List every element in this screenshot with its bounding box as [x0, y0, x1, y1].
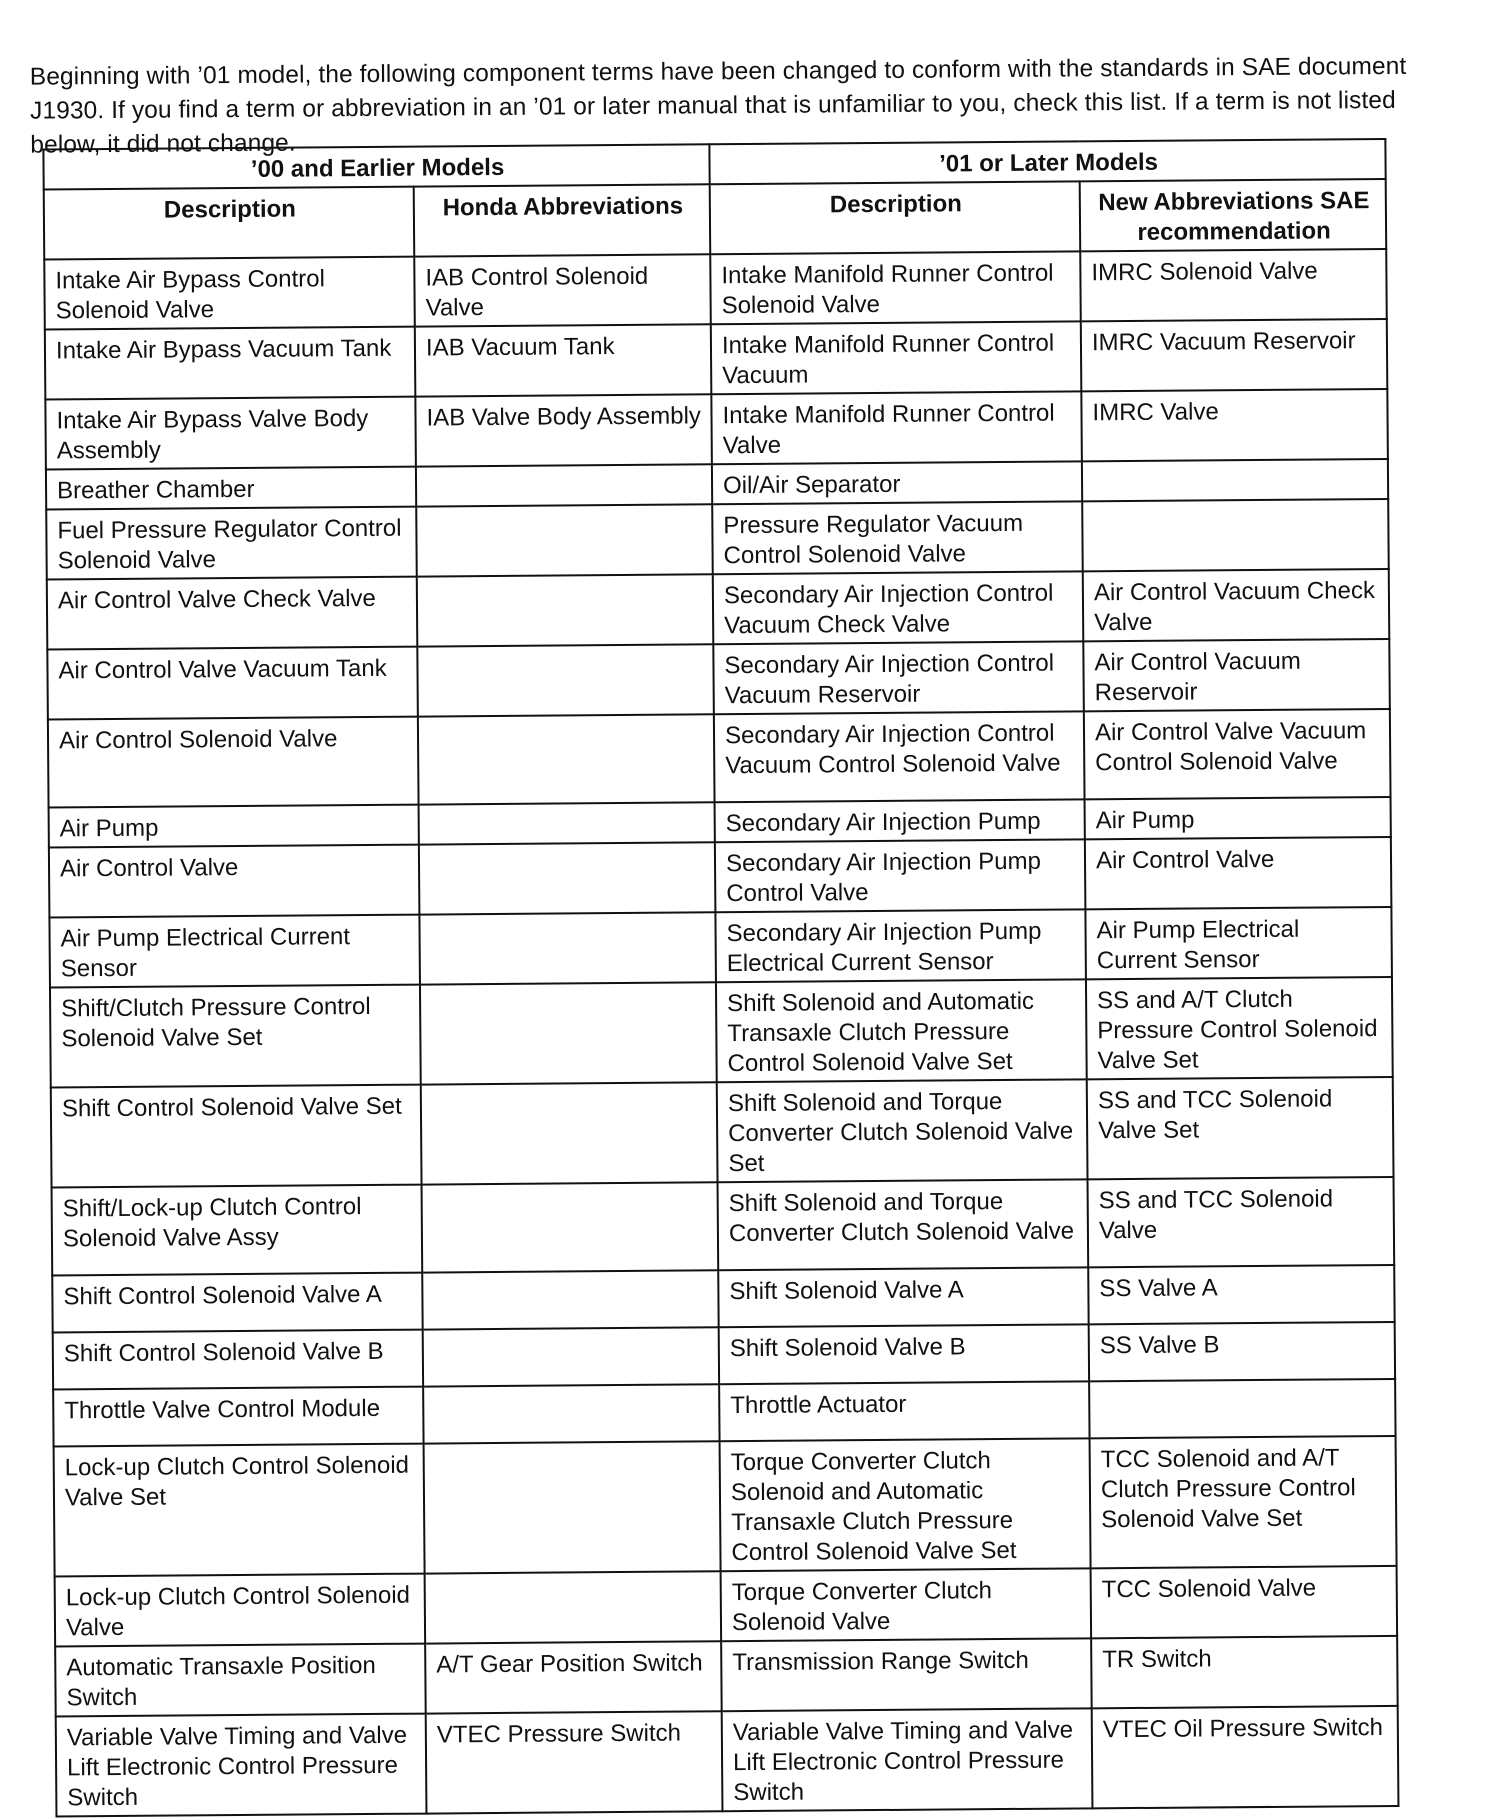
- table-row: [53, 1322, 1395, 1390]
- table-row: [50, 977, 1393, 1088]
- old-description-cell: Air Control Valve Vacuum Tank: [47, 647, 418, 720]
- new-abbreviation-cell: [1082, 499, 1389, 571]
- honda-abbreviation-cell: [424, 1441, 721, 1573]
- table-row: [49, 837, 1392, 918]
- honda-abbreviation-cell: [422, 1270, 718, 1329]
- new-description-cell: Secondary Air Injection Control Vacuum Reservoir: [713, 641, 1084, 714]
- new-description-cell: Secondary Air Injection Control Vacuum Check Valve: [713, 571, 1084, 644]
- honda-abbreviation-cell: [423, 1384, 719, 1443]
- honda-abbreviation-cell: IAB Vacuum Tank: [415, 324, 712, 396]
- intro-paragraph: Beginning with ’01 model, the following component terms have been changed to conform with the standards in SAE document J1930. If you find a term or abbreviation in an ’01 or later manual that is unfamiliar to you, check this list. If a term is not listed below, it did not change.: [29, 52, 1407, 159]
- table-row: [48, 709, 1391, 808]
- old-description-cell: Throttle Valve Control Module: [53, 1387, 423, 1447]
- honda-abbreviation-cell: [417, 574, 714, 646]
- new-description-cell: Throttle Actuator: [719, 1381, 1089, 1441]
- table-row: [53, 1379, 1395, 1447]
- table-row: [47, 569, 1390, 650]
- table-row: [45, 389, 1388, 470]
- new-description-cell: Pressure Regulator Vacuum Control Solenoid Valve: [712, 501, 1083, 574]
- new-abbreviation-cell: IMRC Valve: [1081, 389, 1388, 461]
- old-description-cell: Intake Air Bypass Control Solenoid Valve: [44, 257, 415, 330]
- honda-abbreviation-cell: [420, 982, 717, 1084]
- honda-abbreviation-cell: [419, 802, 715, 844]
- new-abbreviation-cell: SS Valve A: [1088, 1265, 1394, 1324]
- old-description-cell: Shift/Lock-up Clutch Control Solenoid Valve Assy: [52, 1185, 423, 1276]
- old-description-cell: Intake Air Bypass Vacuum Tank: [45, 327, 416, 400]
- old-description-cell: Shift Control Solenoid Valve B: [53, 1330, 423, 1390]
- old-description-cell: Automatic Transaxle Position Switch: [55, 1644, 426, 1717]
- honda-abbreviation-cell: [419, 912, 716, 984]
- old-description-cell: Shift Control Solenoid Valve Set: [51, 1085, 422, 1188]
- honda-abbreviation-cell: [425, 1571, 722, 1643]
- old-description-cell: Air Control Valve Check Valve: [47, 577, 418, 650]
- table-row: [52, 1265, 1394, 1333]
- new-description-cell: Secondary Air Injection Pump Electrical Current Sensor: [715, 909, 1086, 982]
- new-abbreviation-cell: VTEC Oil Pressure Switch: [1092, 1706, 1399, 1808]
- column-header-old-description: Description: [44, 187, 415, 260]
- group-header-later: ’01 or Later Models: [709, 139, 1385, 184]
- new-abbreviation-cell: Air Control Vacuum Reservoir: [1083, 639, 1390, 711]
- column-header-new-description: Description: [710, 181, 1081, 254]
- new-abbreviation-cell: IMRC Solenoid Valve: [1080, 249, 1387, 321]
- new-abbreviation-cell: Air Control Valve: [1085, 837, 1392, 909]
- table-row: [45, 319, 1388, 400]
- old-description-cell: Shift Control Solenoid Valve A: [52, 1273, 422, 1333]
- new-description-cell: Intake Manifold Runner Control Solenoid Valve: [710, 251, 1081, 324]
- column-header-new-abbreviations: New Abbreviations SAE recommendation: [1080, 179, 1387, 251]
- old-description-cell: Shift/Clutch Pressure Control Solenoid Valve Set: [50, 985, 421, 1088]
- new-abbreviation-cell: Air Pump Electrical Current Sensor: [1085, 907, 1392, 979]
- terminology-table: [42, 138, 1399, 1818]
- new-description-cell: Shift Solenoid Valve B: [719, 1324, 1089, 1384]
- table-row: [49, 907, 1392, 988]
- new-description-cell: Variable Valve Timing and Valve Lift Electronic Control Pressure Switch: [722, 1708, 1093, 1811]
- honda-abbreviation-cell: [419, 842, 716, 914]
- new-abbreviation-cell: TCC Solenoid and A/T Clutch Pressure Control Solenoid Valve Set: [1090, 1436, 1397, 1568]
- new-abbreviation-cell: SS and TCC Solenoid Valve Set: [1087, 1077, 1394, 1179]
- new-description-cell: Transmission Range Switch: [721, 1638, 1092, 1711]
- honda-abbreviation-cell: [416, 464, 712, 506]
- new-description-cell: Shift Solenoid and Automatic Transaxle Clutch Pressure Control Solenoid Valve Set: [716, 979, 1087, 1082]
- table-row: [55, 1636, 1398, 1717]
- old-description-cell: Intake Air Bypass Valve Body Assembly: [45, 397, 416, 470]
- new-abbreviation-cell: IMRC Vacuum Reservoir: [1081, 319, 1388, 391]
- old-description-cell: Breather Chamber: [46, 467, 416, 510]
- new-description-cell: Shift Solenoid and Torque Converter Clutch Solenoid Valve Set: [717, 1079, 1088, 1182]
- new-abbreviation-cell: Air Control Valve Vacuum Control Solenoid Valve: [1084, 709, 1391, 799]
- new-description-cell: Torque Converter Clutch Solenoid Valve: [721, 1568, 1092, 1641]
- old-description-cell: Variable Valve Timing and Valve Lift Electronic Control Pressure Switch: [56, 1714, 427, 1817]
- old-description-cell: Lock-up Clutch Control Solenoid Valve Set: [54, 1444, 425, 1577]
- old-description-cell: Air Control Solenoid Valve: [48, 717, 419, 808]
- group-header-earlier: ’00 and Earlier Models: [43, 144, 709, 189]
- new-description-cell: Secondary Air Injection Pump Control Valve: [715, 839, 1086, 912]
- new-description-cell: Shift Solenoid and Torque Converter Clutch Solenoid Valve: [718, 1179, 1089, 1270]
- table-row: [54, 1436, 1397, 1577]
- honda-abbreviation-cell: [418, 714, 715, 804]
- old-description-cell: Fuel Pressure Regulator Control Solenoid Valve: [46, 507, 417, 580]
- table-row: [47, 639, 1390, 720]
- old-description-cell: Air Pump Electrical Current Sensor: [49, 915, 420, 988]
- column-header-honda-abbreviations: Honda Abbreviations: [414, 184, 711, 256]
- honda-abbreviation-cell: [421, 1082, 718, 1184]
- table-row: [44, 249, 1387, 330]
- new-description-cell: Intake Manifold Runner Control Vacuum: [711, 321, 1082, 394]
- honda-abbreviation-cell: IAB Control Solenoid Valve: [414, 254, 711, 326]
- new-abbreviation-cell: TR Switch: [1091, 1636, 1398, 1708]
- new-description-cell: Intake Manifold Runner Control Valve: [711, 391, 1082, 464]
- table-row: [51, 1077, 1394, 1188]
- table-row: [55, 1566, 1398, 1647]
- honda-abbreviation-cell: [422, 1182, 719, 1272]
- old-description-cell: Air Pump: [49, 805, 419, 848]
- old-description-cell: Lock-up Clutch Control Solenoid Valve: [55, 1574, 426, 1647]
- new-description-cell: Secondary Air Injection Pump: [715, 799, 1085, 842]
- new-abbreviation-cell: SS and TCC Solenoid Valve: [1088, 1177, 1395, 1267]
- honda-abbreviation-cell: [423, 1327, 719, 1386]
- new-abbreviation-cell: SS Valve B: [1089, 1322, 1395, 1381]
- old-description-cell: Air Control Valve: [49, 845, 420, 918]
- new-abbreviation-cell: [1082, 459, 1388, 501]
- honda-abbreviation-cell: VTEC Pressure Switch: [426, 1711, 723, 1813]
- honda-abbreviation-cell: IAB Valve Body Assembly: [415, 394, 712, 466]
- table-row: [46, 499, 1389, 580]
- column-header-row: [44, 179, 1387, 260]
- honda-abbreviation-cell: [417, 644, 714, 716]
- new-abbreviation-cell: TCC Solenoid Valve: [1091, 1566, 1398, 1638]
- table-row: [52, 1177, 1395, 1276]
- new-abbreviation-cell: SS and A/T Clutch Pressure Control Solenoid Valve Set: [1086, 977, 1393, 1079]
- table-row: [56, 1706, 1399, 1817]
- new-description-cell: Secondary Air Injection Control Vacuum Control Solenoid Valve: [714, 711, 1085, 802]
- honda-abbreviation-cell: [416, 504, 713, 576]
- new-abbreviation-cell: [1089, 1379, 1395, 1438]
- new-description-cell: Torque Converter Clutch Solenoid and Automatic Transaxle Clutch Pressure Control Solenoid Valve Set: [720, 1438, 1091, 1571]
- new-description-cell: Shift Solenoid Valve A: [718, 1267, 1088, 1327]
- new-description-cell: Oil/Air Separator: [712, 461, 1082, 504]
- honda-abbreviation-cell: A/T Gear Position Switch: [425, 1641, 722, 1713]
- new-abbreviation-cell: Air Pump: [1085, 797, 1391, 839]
- new-abbreviation-cell: Air Control Vacuum Check Valve: [1083, 569, 1390, 641]
